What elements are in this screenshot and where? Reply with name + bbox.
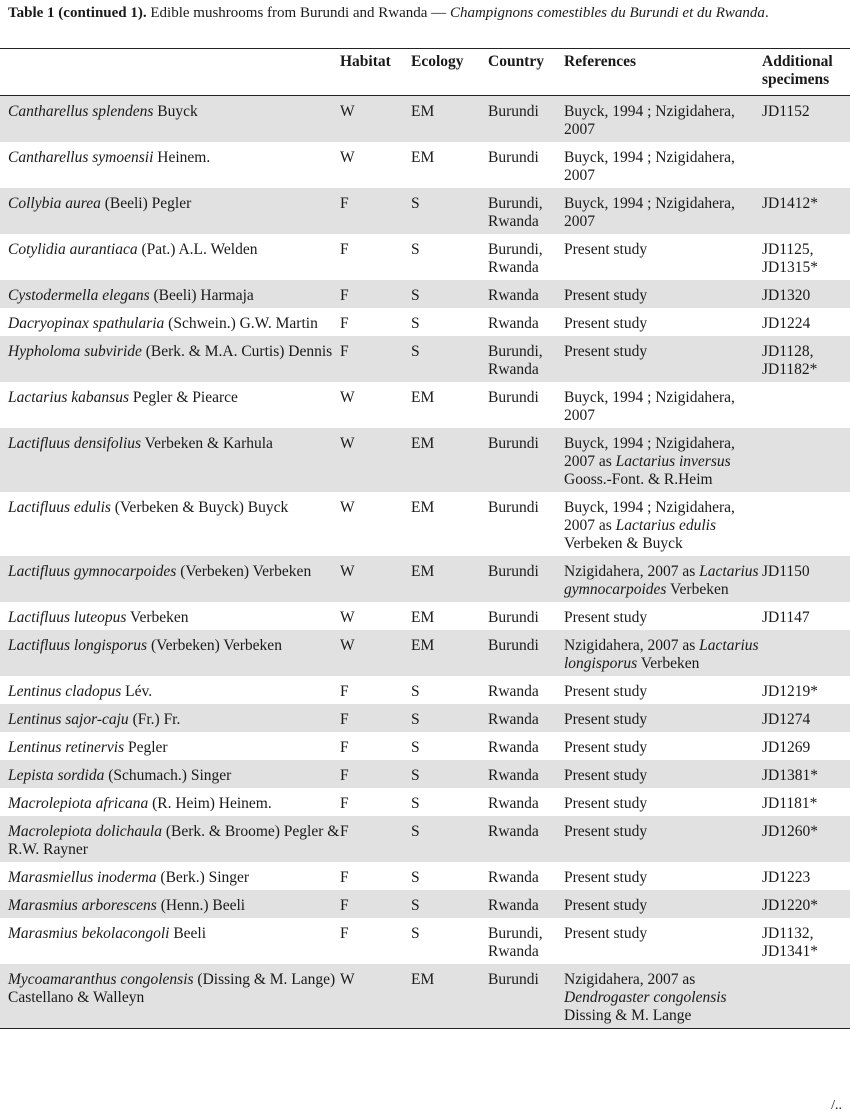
specimens-cell: JD1223 xyxy=(762,869,811,886)
species-genus-name: Lactarius kabansus xyxy=(8,389,129,406)
species-cell xyxy=(0,308,340,336)
reference-text: Present study xyxy=(564,897,648,914)
species-genus-name: Marasmiellus inoderma xyxy=(8,869,157,886)
reference-taxon-name: Lactarius inversus xyxy=(615,453,731,470)
caption-label: Table 1 (continued 1). xyxy=(8,5,147,21)
reference-text: Gooss.-Font. & R.Heim xyxy=(564,471,713,488)
habitat-cell: F xyxy=(340,925,349,942)
specimens-cell: JD1220* xyxy=(762,890,850,918)
references-cell xyxy=(564,382,762,428)
species-cell xyxy=(0,732,340,760)
mushroom-table xyxy=(0,48,850,1029)
habitat-cell: F xyxy=(340,280,411,308)
species-genus-name: Lactifluus longisporus xyxy=(8,637,148,654)
country-cell: Burundi, Rwanda xyxy=(488,925,543,960)
table-row xyxy=(0,492,850,556)
specimens-cell: JD1381* xyxy=(762,760,850,788)
references-cell xyxy=(564,602,762,630)
ecology-cell: S xyxy=(411,336,488,382)
reference-text: Buyck, 1994 ; xyxy=(564,499,652,516)
reference-text: Present study xyxy=(564,739,648,756)
habitat-cell: W xyxy=(340,499,355,516)
header-habitat: Habitat xyxy=(340,53,391,70)
country-cell: Rwanda xyxy=(488,315,539,332)
species-genus-name: Cystodermella elegans xyxy=(8,287,150,304)
ecology-cell: EM xyxy=(411,964,488,1029)
habitat-cell: W xyxy=(340,428,411,492)
reference-text: Nzigidahera, 2007 xyxy=(564,389,735,424)
specimens-cell: JD1128, JD1182* xyxy=(762,336,850,382)
reference-text: Present study xyxy=(564,287,648,304)
habitat-cell: F xyxy=(340,336,411,382)
country-cell: Rwanda xyxy=(488,739,539,756)
species-cell xyxy=(0,964,340,1029)
habitat-cell: W xyxy=(340,964,411,1029)
reference-text: Present study xyxy=(564,683,648,700)
habitat-cell: F xyxy=(340,760,411,788)
ecology-cell: EM xyxy=(411,96,488,143)
country-cell: Burundi xyxy=(488,609,539,626)
references-cell xyxy=(564,428,762,492)
ecology-cell: S xyxy=(411,795,420,812)
ecology-cell: S xyxy=(411,683,420,700)
reference-text: Verbeken & Buyck xyxy=(564,535,683,552)
references-cell xyxy=(564,816,762,862)
species-genus-name: Lactifluus luteopus xyxy=(8,609,127,626)
header-additional-specimens: Additional specimens xyxy=(762,53,833,88)
specimens-cell xyxy=(762,142,850,188)
ecology-cell: S xyxy=(411,280,488,308)
specimens-cell: JD1132, JD1341* xyxy=(762,925,818,960)
reference-taxon-name: Lactarius gymnocarpoides xyxy=(564,563,759,598)
habitat-cell: F xyxy=(340,869,349,886)
specimens-cell xyxy=(762,630,850,676)
table-row xyxy=(0,602,850,630)
habitat-cell: F xyxy=(340,795,349,812)
ecology-cell: S xyxy=(411,188,488,234)
reference-text: Present study xyxy=(564,795,648,812)
caption-text-french: Champignons comestibles du Burundi et du Rwanda xyxy=(449,5,765,21)
country-cell: Rwanda xyxy=(488,816,564,862)
table-row xyxy=(0,676,850,704)
references-cell xyxy=(564,234,762,280)
reference-text: Nzigidahera, 2007 as xyxy=(564,563,700,580)
table-header-row xyxy=(0,49,850,96)
species-cell xyxy=(0,630,340,676)
species-genus-name: Lentinus sajor-caju xyxy=(8,711,129,728)
reference-text: Present study xyxy=(564,869,648,886)
species-genus-name: Cotylidia aurantiaca xyxy=(8,241,138,258)
table-row xyxy=(0,918,850,964)
species-cell xyxy=(0,336,340,382)
reference-text: Nzigidahera, 2007 xyxy=(564,149,735,184)
specimens-cell: JD1147 xyxy=(762,609,810,626)
references-cell xyxy=(564,308,762,336)
species-authority: (Verbeken) Verbeken xyxy=(176,563,312,580)
species-genus-name: Marasmius bekolacongoli xyxy=(8,925,170,942)
ecology-cell: S xyxy=(411,241,420,258)
species-genus-name: Lentinus retinervis xyxy=(8,739,125,756)
specimens-cell: JD1125, JD1315* xyxy=(762,241,818,276)
references-cell xyxy=(564,280,762,308)
reference-text: Buyck, 1994 ; xyxy=(564,195,652,212)
species-genus-name: Lactifluus edulis xyxy=(8,499,111,516)
table-row xyxy=(0,308,850,336)
reference-text: Nzigidahera, 2007 as xyxy=(564,971,696,988)
species-authority: (Dissing & M. Lange) Castellano & Walleyn xyxy=(8,971,336,1006)
species-genus-name: Lactifluus densifolius xyxy=(8,435,142,452)
species-cell xyxy=(0,428,340,492)
species-authority: (Berk.) Singer xyxy=(156,869,250,886)
table-row xyxy=(0,142,850,188)
species-authority: (Schumach.) Singer xyxy=(104,767,232,784)
species-cell xyxy=(0,492,340,556)
species-authority: Pegler xyxy=(124,739,168,756)
species-authority: (Beeli) Pegler xyxy=(100,195,192,212)
references-cell xyxy=(564,630,762,676)
species-authority: Beeli xyxy=(169,925,207,942)
country-cell: Burundi xyxy=(488,389,539,406)
ecology-cell: S xyxy=(411,890,488,918)
reference-text: Dissing & M. Lange xyxy=(564,1007,692,1024)
specimens-cell: JD1224 xyxy=(762,315,811,332)
table-row xyxy=(0,234,850,280)
references-cell xyxy=(564,918,762,964)
reference-text: Buyck, 1994 ; xyxy=(564,103,652,120)
country-cell: Rwanda xyxy=(488,869,539,886)
ecology-cell: S xyxy=(411,704,488,732)
species-authority: Pegler & Piearce xyxy=(129,389,238,406)
reference-text: Nzigidahera, 2007 as xyxy=(564,499,735,534)
specimens-cell: JD1152 xyxy=(762,96,850,143)
country-cell: Burundi xyxy=(488,964,564,1029)
habitat-cell: F xyxy=(340,739,349,756)
country-cell: Burundi xyxy=(488,428,564,492)
table-row xyxy=(0,188,850,234)
country-cell: Rwanda xyxy=(488,683,539,700)
reference-taxon-name: Lactarius longisporus xyxy=(564,637,759,672)
country-cell: Rwanda xyxy=(488,760,564,788)
habitat-cell: W xyxy=(340,556,411,602)
reference-text: Nzigidahera, 2007 xyxy=(564,195,735,230)
species-cell xyxy=(0,602,340,630)
species-genus-name: Marasmius arborescens xyxy=(8,897,157,914)
header-references: References xyxy=(564,53,637,70)
species-genus-name: Cantharellus splendens xyxy=(8,103,154,120)
country-cell: Burundi xyxy=(488,149,539,166)
country-cell: Rwanda xyxy=(488,890,564,918)
habitat-cell: W xyxy=(340,389,355,406)
country-cell: Burundi xyxy=(488,556,564,602)
species-authority: (Berk. & M.A. Curtis) Dennis xyxy=(141,343,333,360)
ecology-cell: S xyxy=(411,816,488,862)
reference-text: Buyck, 1994 ; xyxy=(564,149,652,166)
species-authority: (Henn.) Beeli xyxy=(156,897,246,914)
species-genus-name: Cantharellus symoensii xyxy=(8,149,154,166)
habitat-cell: F xyxy=(340,188,411,234)
species-authority: (Verbeken) Verbeken xyxy=(147,637,282,654)
country-cell: Burundi, Rwanda xyxy=(488,188,564,234)
country-cell: Burundi xyxy=(488,630,564,676)
habitat-cell: W xyxy=(340,609,355,626)
caption-end: . xyxy=(764,5,769,21)
references-cell xyxy=(564,964,762,1029)
header-species xyxy=(0,49,340,96)
reference-text: Present study xyxy=(564,711,648,728)
specimens-cell: JD1412* xyxy=(762,188,850,234)
species-authority: Lév. xyxy=(121,683,153,700)
table-row xyxy=(0,862,850,890)
table-body xyxy=(0,96,850,1029)
specimens-cell: JD1269 xyxy=(762,739,811,756)
reference-text: Present study xyxy=(564,823,648,840)
specimens-cell: JD1219* xyxy=(762,683,818,700)
header-ecology: Ecology xyxy=(411,53,464,70)
country-cell: Burundi xyxy=(488,499,539,516)
references-cell xyxy=(564,704,762,732)
table-caption xyxy=(8,4,846,22)
species-genus-name: Hypholoma subviride xyxy=(8,343,142,360)
habitat-cell: W xyxy=(340,149,355,166)
specimens-cell: JD1150 xyxy=(762,556,850,602)
species-cell xyxy=(0,816,340,862)
specimens-cell xyxy=(762,428,850,492)
country-cell: Burundi, Rwanda xyxy=(488,336,564,382)
species-cell xyxy=(0,280,340,308)
reference-text: Nzigidahera, 2007 as xyxy=(564,435,735,470)
habitat-cell: F xyxy=(340,315,349,332)
species-genus-name: Lepista sordida xyxy=(8,767,105,784)
species-genus-name: Dacryopinax spathularia xyxy=(8,315,165,332)
ecology-cell: EM xyxy=(411,149,435,166)
species-cell xyxy=(0,890,340,918)
reference-text: Verbeken xyxy=(666,581,729,598)
ecology-cell: EM xyxy=(411,630,488,676)
species-authority: (Schwein.) G.W. Martin xyxy=(164,315,318,332)
reference-text: Present study xyxy=(564,315,648,332)
references-cell xyxy=(564,96,762,143)
country-cell: Burundi, Rwanda xyxy=(488,241,543,276)
reference-text: Buyck, 1994 ; xyxy=(564,389,652,406)
ecology-cell: S xyxy=(411,925,420,942)
reference-text: Present study xyxy=(564,241,648,258)
species-genus-name: Collybia aurea xyxy=(8,195,101,212)
country-cell: Rwanda xyxy=(488,280,564,308)
species-authority: Buyck xyxy=(153,103,198,120)
species-cell xyxy=(0,234,340,280)
table-row xyxy=(0,556,850,602)
references-cell xyxy=(564,336,762,382)
habitat-cell: F xyxy=(340,890,411,918)
table-row xyxy=(0,964,850,1029)
table-row xyxy=(0,760,850,788)
ecology-cell: S xyxy=(411,869,420,886)
table-row xyxy=(0,816,850,862)
species-authority: (Berk. & Broome) Pegler & R.W. Rayner xyxy=(8,823,340,858)
species-authority: (Verbeken & Buyck) Buyck xyxy=(110,499,289,516)
reference-text: Present study xyxy=(564,343,648,360)
species-cell xyxy=(0,760,340,788)
species-cell xyxy=(0,382,340,428)
habitat-cell: W xyxy=(340,96,411,143)
species-genus-name: Macrolepiota africana xyxy=(8,795,149,812)
specimens-cell: JD1181* xyxy=(762,795,818,812)
table-row xyxy=(0,336,850,382)
country-cell: Burundi xyxy=(488,96,564,143)
species-authority: (Fr.) Fr. xyxy=(128,711,181,728)
habitat-cell: W xyxy=(340,630,411,676)
reference-text: Present study xyxy=(564,925,648,942)
ecology-cell: S xyxy=(411,739,420,756)
species-authority: (R. Heim) Heinem. xyxy=(148,795,272,812)
species-authority: (Pat.) A.L. Welden xyxy=(137,241,258,258)
table-row xyxy=(0,630,850,676)
table-row xyxy=(0,788,850,816)
table-row xyxy=(0,428,850,492)
header-country: Country xyxy=(488,53,544,70)
ecology-cell: S xyxy=(411,315,420,332)
references-cell xyxy=(564,760,762,788)
references-cell xyxy=(564,732,762,760)
species-cell xyxy=(0,788,340,816)
reference-text: Nzigidahera, 2007 as xyxy=(564,637,700,654)
specimens-cell: JD1274 xyxy=(762,704,850,732)
country-cell: Rwanda xyxy=(488,795,539,812)
ecology-cell: EM xyxy=(411,556,488,602)
references-cell xyxy=(564,890,762,918)
species-authority: Verbeken & Karhula xyxy=(141,435,273,452)
reference-text: Nzigidahera, 2007 xyxy=(564,103,735,138)
country-cell: Rwanda xyxy=(488,704,564,732)
species-cell xyxy=(0,676,340,704)
ecology-cell: EM xyxy=(411,609,435,626)
references-cell xyxy=(564,862,762,890)
ecology-cell: EM xyxy=(411,389,435,406)
species-genus-name: Lactifluus gymnocarpoides xyxy=(8,563,177,580)
specimens-cell: JD1320 xyxy=(762,280,850,308)
table-row xyxy=(0,280,850,308)
reference-text: Present study xyxy=(564,609,648,626)
species-cell xyxy=(0,188,340,234)
specimens-cell xyxy=(762,964,850,1029)
species-authority: (Beeli) Harmaja xyxy=(149,287,254,304)
table-row xyxy=(0,704,850,732)
ecology-cell: EM xyxy=(411,499,435,516)
species-authority: Verbeken xyxy=(126,609,189,626)
species-cell xyxy=(0,142,340,188)
habitat-cell: F xyxy=(340,683,349,700)
references-cell xyxy=(564,676,762,704)
caption-text: Edible mushrooms from Burundi and Rwanda — xyxy=(150,5,450,21)
species-genus-name: Mycoamaranthus congolensis xyxy=(8,971,194,988)
references-cell xyxy=(564,788,762,816)
species-cell xyxy=(0,918,340,964)
species-authority: Heinem. xyxy=(153,149,211,166)
table-row xyxy=(0,96,850,143)
ecology-cell: EM xyxy=(411,428,488,492)
continuation-mark: /.. xyxy=(831,1098,842,1113)
specimens-cell: JD1260* xyxy=(762,816,850,862)
reference-taxon-name: Lactarius edulis xyxy=(615,517,716,534)
reference-text: Verbeken xyxy=(637,655,700,672)
table-row xyxy=(0,382,850,428)
specimens-cell xyxy=(762,492,850,556)
specimens-cell xyxy=(762,382,850,428)
references-cell xyxy=(564,142,762,188)
habitat-cell: F xyxy=(340,704,411,732)
references-cell xyxy=(564,492,762,556)
habitat-cell: F xyxy=(340,241,349,258)
table-row xyxy=(0,890,850,918)
reference-taxon-name: Dendrogaster congolensis xyxy=(564,989,727,1006)
species-cell xyxy=(0,704,340,732)
references-cell xyxy=(564,556,762,602)
reference-text: Present study xyxy=(564,767,648,784)
habitat-cell: F xyxy=(340,816,411,862)
species-cell xyxy=(0,862,340,890)
references-cell xyxy=(564,188,762,234)
species-genus-name: Macrolepiota dolichaula xyxy=(8,823,162,840)
species-cell xyxy=(0,96,340,143)
ecology-cell: S xyxy=(411,760,488,788)
species-genus-name: Lentinus cladopus xyxy=(8,683,122,700)
species-cell xyxy=(0,556,340,602)
table-row xyxy=(0,732,850,760)
reference-text: Buyck, 1994 ; xyxy=(564,435,652,452)
